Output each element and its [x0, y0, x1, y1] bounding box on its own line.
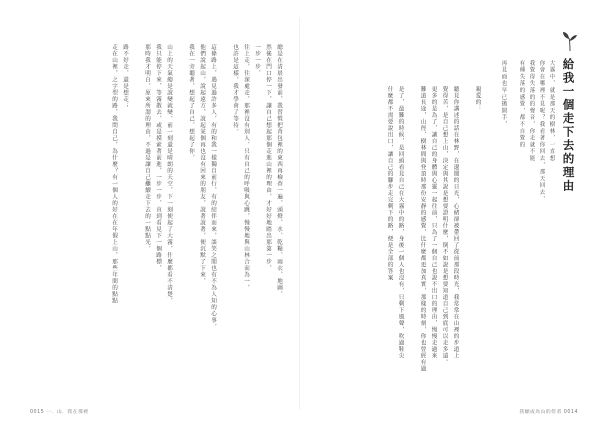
right-body-column: 更多的是為了，讓自己的身體與心靈一起往前，只為了一個自己也說不出口的理由，慢慢走過來 [430, 86, 437, 359]
right-body-column: 覺得苦，是自己想上山，決定與其說是想要證明什麼，倒不如說是想要知道自己到底可以走多遠。 [441, 86, 448, 366]
right-body-column: 聽見你講述的話在林野，在遼闊的日光，心緒卻被帶回了從前那段時光，我常常在山裡的步道上 [452, 86, 459, 359]
left-body-column: 走在山裡，之字型的路，我問自己，為什麼？有一個人的好在在年假上山，那些年間的點點 [111, 44, 117, 304]
right-page [300, 0, 600, 428]
epigraph-line: 有種失落的感覺，都不自覺的 [518, 60, 525, 149]
left-body-column: 我只能停下來，等霧散去，或是摸索著前進，一步一步，直到看見下一個路標， [155, 44, 161, 272]
right-body-column: 什麼都不需要說出口，讓自己的腳步走完剩下的路，便是全部的答案 [386, 86, 393, 281]
left-body-column: 然後在門口停一下，讓自己想起那個走進山裡的理由，才好好地踏出那第一步， [265, 44, 271, 272]
right-body-column: 難道長途，山徑，樹林間與登頂時那份安靜的感覺，比什麼都更加真實，那樣的時刻，你也曾經有過 [419, 86, 426, 372]
left-body-column: 一步一步， [254, 44, 260, 77]
epigraph-line: 大霧中，就是那天的樹林，一直想 [548, 60, 555, 162]
left-folio: 0015 一．山．我在那裡 [30, 410, 89, 415]
salutation: 親愛的： [474, 86, 481, 112]
left-body-column: 我在一旁聽著，想起了自己，想起了你， [188, 44, 194, 161]
left-page [0, 0, 299, 428]
right-body-column: 是了，最難的時候，是回頭看見自己在大霧中的路，身後一個人也沒有，只剩下風聲，吹過鞋尖 [397, 86, 404, 359]
right-folio: 我願成為山的侍者 0014 [519, 410, 578, 415]
left-body-column: 山上的天氣總是說變就變，前一刻還是晴朗的天空，下一刻便起了大霧，什麼都看不清楚， [166, 44, 172, 304]
sprout-icon [562, 30, 578, 52]
left-body-column: 這條路上，遇見過許多人，有的和我一樣獨自前行，有的結伴而來，談笑之間也有不為人知的心事， [210, 44, 216, 330]
left-body-column: 總是在清晨出發前，我習慣把背包裡的東西再檢查一遍，頭燈、水、乾糧、雨衣、地圖， [276, 44, 282, 298]
left-body-column: 也許是這樣，我才學會了等待。 [232, 44, 238, 135]
chapter-title: 給我一個走下去的理由 [561, 58, 576, 193]
left-body-column: 那時我才明白，原來所謂的理由，不過是讓自己繼續走下去的一點點光， [144, 44, 150, 252]
epigraph-line: 再見面也早已拋開手， [500, 60, 507, 128]
epigraph-line: 你會在哪裡不見呢？我看著你回去，那天回去， [538, 60, 545, 203]
left-body-column: 他們說起山，說起遠方，說起某個再也沒有回來的朋友，說著說著，便沉默了下來， [199, 44, 205, 285]
epigraph-line: 我覺得失落的的聲音，你走就不能 [528, 60, 535, 162]
left-body-column: 路不好走，還是想走； [122, 44, 128, 109]
left-body-column: 往上走，往深處走，那裡沒有別人，只有自己的呼吸與心跳，慢慢地與山林合而為一， [243, 44, 249, 291]
